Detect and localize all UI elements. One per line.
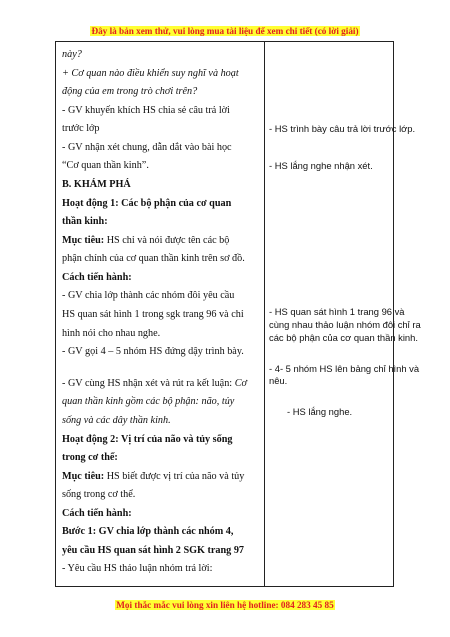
procedure-label: Cách tiến hành:	[62, 508, 132, 519]
hotline-text: Mọi thắc mắc vui lòng xin liên hệ hotline: 084 283 45 85	[116, 600, 334, 610]
text-line: sống trong cơ thể.	[62, 489, 136, 500]
procedure-label: Cách tiến hành:	[62, 272, 132, 283]
text-line: trước lớp	[62, 123, 100, 134]
activity-heading: Hoạt động 1: Các bộ phận của cơ quan	[62, 198, 232, 209]
objective-label: Mục tiêu:	[62, 235, 105, 246]
objective-line	[62, 471, 244, 483]
text-line: này?	[62, 49, 82, 60]
text-line: - HS trình bày câu trả lời trước lớp.	[269, 123, 416, 134]
preview-notice-banner	[0, 26, 450, 36]
activity-heading: Hoạt động 2: Vị trí của não và tủy sống	[62, 434, 233, 445]
objective-text: HS chỉ và nói được tên các bộ	[104, 235, 230, 246]
text-line: - Yêu cầu HS thảo luận nhóm trả lời:	[62, 563, 213, 574]
text-line: - HS lắng nghe.	[287, 406, 353, 417]
text-line: nêu.	[269, 375, 288, 386]
text-line: - GV nhận xét chung, dẫn dắt vào bài học	[62, 142, 232, 153]
text-line: - GV chia lớp thành các nhóm đôi yêu cầu	[62, 290, 235, 301]
text-line: - 4- 5 nhóm HS lên bảng chỉ hình và	[269, 363, 420, 374]
text-line: “Cơ quan thần kinh”.	[62, 160, 149, 171]
text-line: HS quan sát hình 1 trong sgk trang 96 và chỉ	[62, 309, 244, 320]
text-line: cùng nhau thảo luận nhóm đôi chỉ ra	[269, 319, 421, 330]
text-line: - GV khuyến khích HS chia sẻ câu trả lời	[62, 105, 230, 116]
conclusion-start: Cơ	[234, 378, 247, 389]
step-heading: Bước 1: GV chia lớp thành các nhóm 4,	[62, 526, 234, 537]
text-line: quan thần kinh gồm các bộ phận: não, tủy	[62, 396, 235, 407]
section-heading: B. KHÁM PHÁ	[62, 179, 131, 190]
column-divider	[264, 42, 265, 586]
objective-label: Mục tiêu:	[62, 471, 105, 482]
activity-heading: trong cơ thể:	[62, 452, 118, 463]
text-line: + Cơ quan nào điều khiển suy nghĩ và hoạt	[62, 68, 239, 79]
lesson-table	[55, 41, 421, 587]
text-line: - GV gọi 4 – 5 nhóm HS đứng dậy trình bày.	[62, 346, 244, 357]
hotline-banner	[0, 600, 450, 610]
objective-line	[62, 235, 229, 247]
text-line: sống và các dây thần kinh.	[62, 415, 171, 426]
text-line: các bộ phận của cơ quan thần kinh.	[269, 332, 418, 343]
conclusion-line	[62, 378, 247, 390]
preview-notice-text: Đây là bản xem thử, vui lòng mua tài liệu để xem chi tiết (có lời giải)	[91, 26, 359, 36]
conclusion-intro: - GV cùng HS nhận xét và rút ra kết luận:	[62, 378, 235, 389]
text-line: - HS quan sát hình 1 trang 96 và	[269, 306, 405, 317]
text-line: - HS lắng nghe nhận xét.	[269, 160, 373, 171]
activity-heading: thần kinh:	[62, 216, 108, 227]
text-line: động của em trong trò chơi trên?	[62, 86, 198, 97]
objective-text: HS biết được vị trí của não và tủy	[104, 471, 245, 482]
text-line: hình nói cho nhau nghe.	[62, 328, 161, 339]
step-heading: yêu cầu HS quan sát hình 2 SGK trang 97	[62, 545, 245, 556]
text-line: phận chính của cơ quan thần kinh trên sơ đồ.	[62, 253, 245, 264]
